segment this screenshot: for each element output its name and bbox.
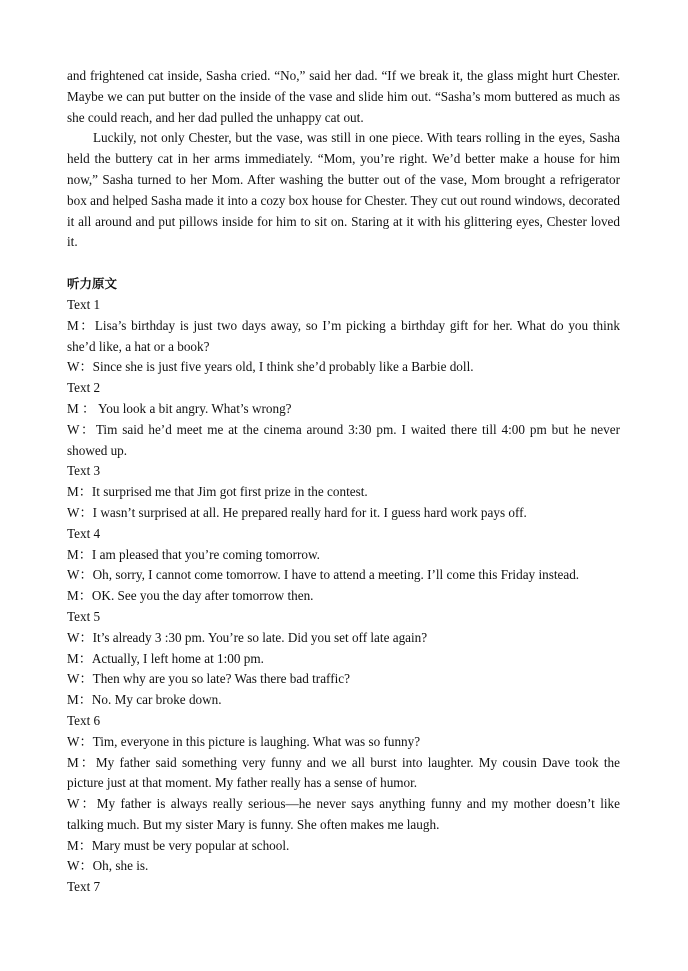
dialogue-line: W：Then why are you so late? Was there bad traffic? (67, 671, 350, 687)
dialogue-line: W：Oh, sorry, I cannot come tomorrow. I have to attend a meeting. I’ll come this Friday instead. (67, 567, 580, 583)
text-block-6 (67, 711, 620, 877)
text-block-5 (67, 607, 620, 711)
text-block-4 (67, 524, 620, 607)
story-paragraph-1: and frightened cat inside, Sasha cried. “No,” said her dad. “If we break it, the glass might hurt Chester. Maybe we can put butter on the inside of the vase and slide him out. “Sasha’s mom buttered as much as she could reach, and her dad pulled the unhappy cat out. (67, 68, 620, 125)
text-block-3 (67, 461, 620, 523)
dialogue-line: M：Lisa’s birthday is just two days away, so I’m picking a birthday gift for her. What do you think she’d like, a hat or a book? (67, 317, 620, 354)
dialogue-line: W：I wasn’t surprised at all. He prepared really hard for it. I guess hard work pays off. (67, 504, 527, 520)
text-label: Text 3 (67, 463, 101, 479)
dialogue-line: W：Tim, everyone in this picture is laughing. What was so funny? (67, 733, 421, 749)
text-label: Text 1 (67, 296, 101, 312)
text-block-1 (67, 295, 620, 378)
text-block-2 (67, 378, 620, 461)
dialogue-line: W：Tim said he’d meet me at the cinema around 3:30 pm. I waited there till 4:00 pm but he never showed up. (67, 421, 620, 458)
dialogue-line: M：I am pleased that you’re coming tomorrow. (67, 546, 320, 562)
document-body (67, 66, 620, 898)
dialogue-line: M：My father said something very funny and we all burst into laughter. My cousin Dave took the picture just at that moment. My father really has a sense of humor. (67, 754, 620, 791)
section-spacer (67, 253, 620, 274)
text-label: Text 2 (67, 380, 101, 396)
dialogue-line: M：Mary must be very popular at school. (67, 837, 290, 853)
dialogue-line: W：Oh, she is. (67, 858, 149, 874)
dialogue-line: M ： You look a bit angry. What’s wrong? (67, 400, 292, 416)
dialogue-line: W：My father is always really serious—he never says anything funny and my mother doesn’t like talking much. But my sister Mary is funny. She often makes me laugh. (67, 796, 620, 832)
dialogue-line: M：OK. See you the day after tomorrow then. (67, 588, 314, 604)
text-label: Text 6 (67, 712, 101, 728)
dialogue-line: M：It surprised me that Jim got first prize in the contest. (67, 484, 368, 500)
text-label: Text 7 (67, 879, 101, 895)
section-heading: 听力原文 (67, 276, 118, 292)
text-block-7 (67, 877, 620, 898)
text-label: Text 5 (67, 608, 101, 624)
text-label: Text 4 (67, 525, 101, 541)
dialogue-line: M：Actually, I left home at 1:00 pm. (67, 650, 264, 666)
dialogue-line: M：No. My car broke down. (67, 692, 222, 708)
story-paragraph-2: Luckily, not only Chester, but the vase, was still in one piece. With tears rolling in the eyes, Sasha held the buttery cat in her arms immediately. “Mom, you’re right. We’d better make a house for him now,” Sasha turned to her Mom. After washing the butter out of the vase, Mom brought a refrigerator box and helped Sasha made it into a cozy box house for Chester. They cut out round windows, decorated it all around and put pillows inside for him to sit on. Staring at it with his glittering eyes, Chester loved it. (67, 130, 620, 250)
dialogue-line: W：Since she is just five years old, I think she’d probably like a Barbie doll. (67, 359, 474, 375)
dialogue-line: W：It’s already 3 :30 pm. You’re so late. Did you set off late again? (67, 629, 428, 645)
